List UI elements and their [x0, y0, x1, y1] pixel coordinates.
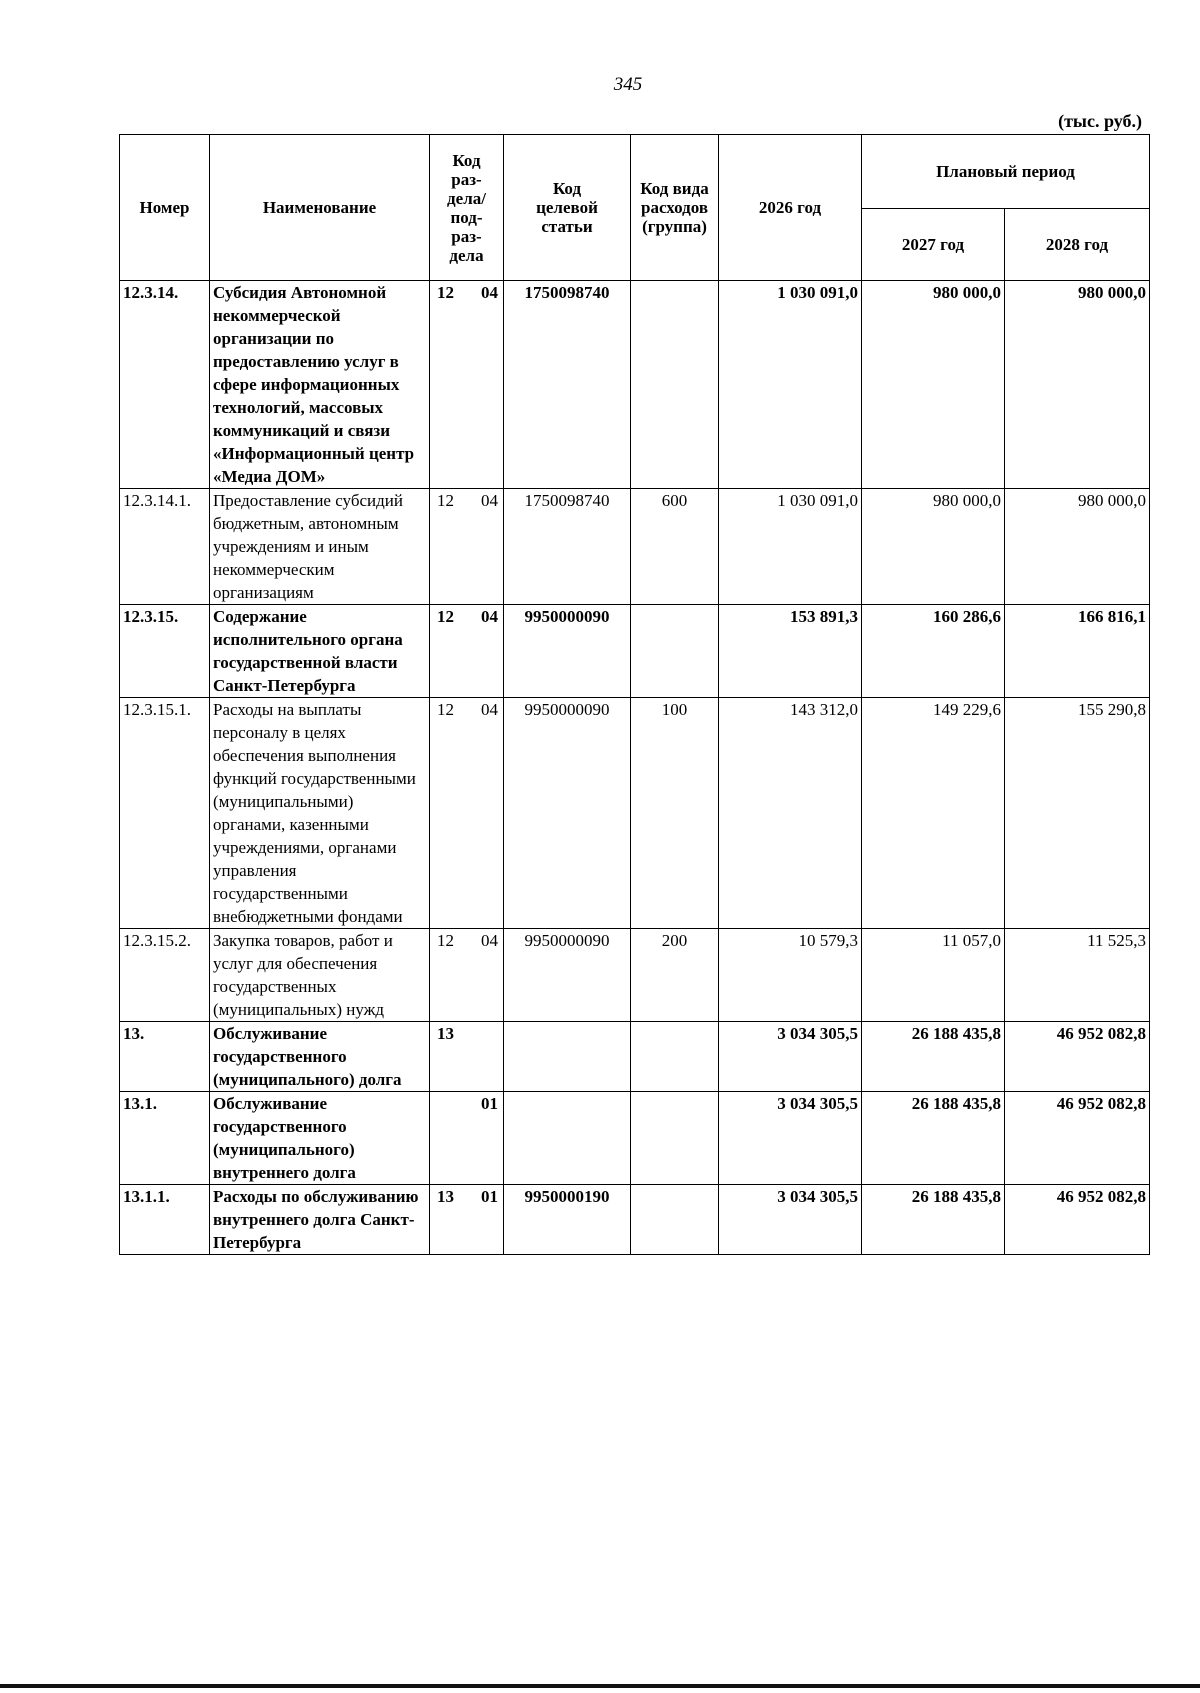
row-name: Обслуживание государственного (муниципального) внутреннего долга	[210, 1092, 430, 1185]
row-number: 12.3.14.	[120, 281, 210, 489]
row-name: Содержание исполнительного органа государственной власти Санкт-Петербурга	[210, 605, 430, 698]
section: 12	[437, 491, 454, 510]
row-amount-2026: 153 891,3	[719, 605, 862, 698]
row-section-code	[430, 929, 504, 1022]
row-target-code	[504, 1092, 631, 1185]
row-name: Предоставление субсидий бюджетным, автономным учреждениям и иным некоммерческим организациям	[210, 489, 430, 605]
row-amount-2027: 11 057,0	[862, 929, 1005, 1022]
table-row	[120, 929, 1150, 1022]
row-section-code	[430, 1022, 504, 1092]
row-section-code	[430, 489, 504, 605]
table-row	[120, 281, 1150, 489]
row-target-code: 1750098740	[504, 489, 631, 605]
row-section-code	[430, 1185, 504, 1255]
row-amount-2028: 980 000,0	[1005, 281, 1150, 489]
row-number: 13.1.	[120, 1092, 210, 1185]
row-name: Расходы на выплаты персоналу в целях обеспечения выполнения функций государственными (муниципальными) органами, казенными учреждениями, органами управления государственными внебюджетными фондами	[210, 698, 430, 929]
units-label: (тыс. руб.)	[1058, 111, 1142, 131]
row-name: Расходы по обслуживанию внутреннего долга Санкт-Петербурга	[210, 1185, 430, 1255]
row-expense-type	[631, 281, 719, 489]
row-section-code	[430, 605, 504, 698]
row-name: Субсидия Автономной некоммерческой организации по предоставлению услуг в сфере информационных технологий, массовых коммуникаций и связи «Информационный центр «Медиа ДОМ»	[210, 281, 430, 489]
row-amount-2028: 166 816,1	[1005, 605, 1150, 698]
section: 12	[437, 283, 454, 302]
table-row	[120, 605, 1150, 698]
row-expense-type: 200	[631, 929, 719, 1022]
row-section-code	[430, 1092, 504, 1185]
table-row	[120, 1092, 1150, 1185]
subsection: 04	[481, 931, 498, 950]
row-amount-2028: 980 000,0	[1005, 489, 1150, 605]
bottom-border-line	[0, 1684, 1200, 1688]
row-amount-2028: 11 525,3	[1005, 929, 1150, 1022]
section: 13	[437, 1024, 454, 1043]
row-name: Закупка товаров, работ и услуг для обеспечения государственных (муниципальных) нужд	[210, 929, 430, 1022]
table-row	[120, 698, 1150, 929]
row-amount-2027: 980 000,0	[862, 281, 1005, 489]
section: 12	[437, 931, 454, 950]
row-amount-2026: 3 034 305,5	[719, 1022, 862, 1092]
row-amount-2028: 155 290,8	[1005, 698, 1150, 929]
table-body	[120, 281, 1150, 1255]
header-target-code: Код целевой статьи	[504, 135, 631, 281]
row-expense-type: 600	[631, 489, 719, 605]
row-amount-2027: 149 229,6	[862, 698, 1005, 929]
page-number: 345	[613, 74, 643, 95]
row-name: Обслуживание государственного (муниципального) долга	[210, 1022, 430, 1092]
row-amount-2028: 46 952 082,8	[1005, 1185, 1150, 1255]
subsection: 04	[481, 607, 498, 626]
subsection: 01	[481, 1187, 498, 1206]
header-2026: 2026 год	[719, 135, 862, 281]
header-section-code: Код раз- дела/ под- раз- дела	[430, 135, 504, 281]
row-amount-2027: 980 000,0	[862, 489, 1005, 605]
row-amount-2027: 26 188 435,8	[862, 1092, 1005, 1185]
table-row	[120, 489, 1150, 605]
header-2027: 2027 год	[862, 209, 1005, 281]
row-expense-type	[631, 1022, 719, 1092]
row-section-code	[430, 281, 504, 489]
row-expense-type	[631, 1185, 719, 1255]
row-target-code: 1750098740	[504, 281, 631, 489]
subsection: 04	[481, 700, 498, 719]
row-number: 13.1.1.	[120, 1185, 210, 1255]
row-amount-2026: 3 034 305,5	[719, 1092, 862, 1185]
row-target-code: 9950000190	[504, 1185, 631, 1255]
row-number: 12.3.15.	[120, 605, 210, 698]
header-number: Номер	[120, 135, 210, 281]
budget-table	[119, 134, 1150, 1255]
row-amount-2026: 10 579,3	[719, 929, 862, 1022]
row-number: 12.3.15.2.	[120, 929, 210, 1022]
table-row	[120, 1185, 1150, 1255]
section: 13	[437, 1187, 454, 1206]
row-target-code: 9950000090	[504, 929, 631, 1022]
row-number: 13.	[120, 1022, 210, 1092]
row-target-code: 9950000090	[504, 698, 631, 929]
row-expense-type: 100	[631, 698, 719, 929]
row-expense-type	[631, 605, 719, 698]
row-amount-2026: 1 030 091,0	[719, 489, 862, 605]
row-amount-2027: 26 188 435,8	[862, 1022, 1005, 1092]
row-amount-2026: 3 034 305,5	[719, 1185, 862, 1255]
header-expense-type: Код вида расходов (группа)	[631, 135, 719, 281]
row-expense-type	[631, 1092, 719, 1185]
header-planned-period: Плановый период	[862, 135, 1150, 209]
header-2028: 2028 год	[1005, 209, 1150, 281]
row-number: 12.3.15.1.	[120, 698, 210, 929]
subsection: 04	[481, 283, 498, 302]
row-target-code: 9950000090	[504, 605, 631, 698]
row-number: 12.3.14.1.	[120, 489, 210, 605]
row-amount-2026: 143 312,0	[719, 698, 862, 929]
row-amount-2028: 46 952 082,8	[1005, 1022, 1150, 1092]
row-amount-2026: 1 030 091,0	[719, 281, 862, 489]
row-amount-2027: 26 188 435,8	[862, 1185, 1005, 1255]
section: 12	[437, 700, 454, 719]
header-name: Наименование	[210, 135, 430, 281]
subsection: 01	[481, 1094, 498, 1113]
row-amount-2027: 160 286,6	[862, 605, 1005, 698]
subsection: 04	[481, 491, 498, 510]
row-amount-2028: 46 952 082,8	[1005, 1092, 1150, 1185]
row-section-code	[430, 698, 504, 929]
section: 12	[437, 607, 454, 626]
table-row	[120, 1022, 1150, 1092]
row-target-code	[504, 1022, 631, 1092]
